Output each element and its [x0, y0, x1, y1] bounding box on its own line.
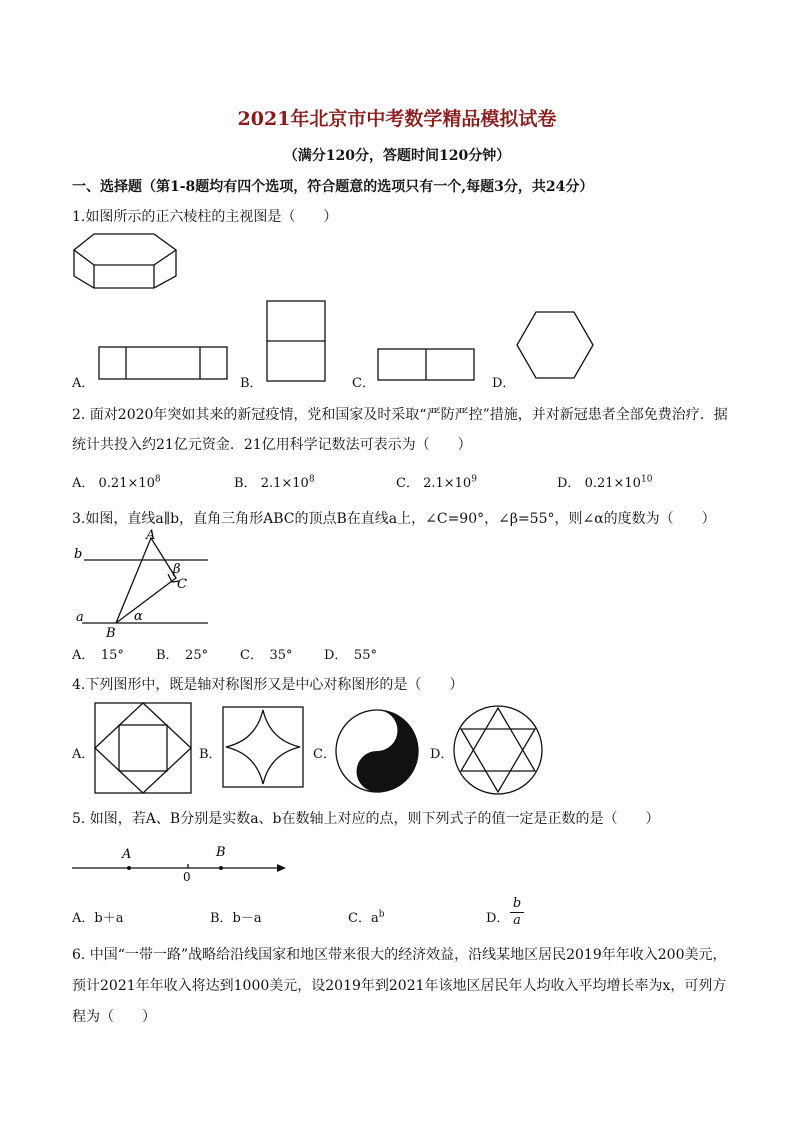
q4-option-b-label[interactable]: B． — [199, 747, 222, 762]
q2-option-b[interactable] — [234, 472, 315, 491]
section-heading: 一、选择题（第1-8题均有四个选项，符合题意的选项只有一个,每题3分，共24分） — [72, 179, 594, 195]
q4-option-a-label[interactable]: A． — [72, 747, 95, 762]
page-subtitle: （满分120分，答题时间120分钟） — [283, 148, 511, 164]
hexagonal-prism-figure — [72, 232, 182, 292]
q2-option-a-base: 0.21×10 — [98, 476, 155, 491]
q2-option-d-exp: 10 — [640, 474, 653, 485]
question-2-line-1: 2. 面对2020年突如其来的新冠疫情，党和国家及时采取“严防严控”措施，并对新冠患者全部免费治疗．据 — [72, 407, 728, 423]
q4-option-c-label[interactable]: C． — [313, 747, 336, 762]
q2-option-c[interactable] — [396, 472, 477, 491]
q3-label-B: B — [106, 626, 116, 641]
question-4-text: 4.下列图形中，既是轴对称图形又是中心对称图形的是（ ） — [72, 677, 464, 693]
q2-option-b-exp: 8 — [308, 474, 315, 485]
q3-label-beta: β — [173, 562, 181, 577]
q5-fraction-denominator: a — [513, 913, 521, 928]
q3-option-c[interactable]: C． 35° — [240, 648, 293, 663]
question-1-text: 1.如图所示的正六棱柱的主视图是（ ） — [72, 209, 338, 225]
q1-option-b-label[interactable]: B． — [240, 376, 263, 391]
question-6-line-1: 6. 中国“一带一路”战略给沿线国家和地区带来很大的经济效益，沿线某地区居民2019年年收入200美元， — [72, 947, 727, 963]
q2-option-a-exp: 8 — [154, 474, 161, 485]
q5-label-B: B — [216, 845, 226, 860]
q3-label-b: b — [74, 547, 83, 562]
q3-triangle-figure — [72, 526, 222, 641]
q1-option-b-figure[interactable] — [266, 300, 328, 382]
q5-option-a[interactable]: A．b＋a — [72, 911, 124, 926]
question-5-text: 5. 如图，若A、B分别是实数a、b在数轴上对应的点，则下列式子的值一定是正数的是（ ） — [72, 811, 660, 827]
question-3-text: 3.如图，直线a∥b，直角三角形ABC的顶点B在直线a上，∠C=90°，∠β=55°，则∠α的度数为（ ） — [72, 511, 716, 527]
q4-option-d-figure[interactable] — [452, 704, 544, 796]
q5-option-c-exp: b — [378, 909, 385, 920]
q5-option-b[interactable]: B．b－a — [210, 911, 262, 926]
q5-option-d-fraction[interactable] — [510, 897, 524, 928]
q4-option-c-figure[interactable] — [334, 708, 420, 794]
q3-option-d[interactable]: D． 55° — [324, 648, 377, 663]
q1-option-d-label[interactable]: D． — [492, 376, 516, 391]
q4-option-a-figure[interactable] — [94, 702, 194, 796]
q2-option-d[interactable] — [557, 472, 652, 491]
question-6-line-2: 预计2021年年收入将达到1000美元，设2019年到2021年该地区居民年人均收入平均增长率为x，可列方 — [72, 978, 727, 994]
q1-option-c-figure[interactable] — [377, 348, 477, 382]
q3-label-A: A — [146, 528, 156, 543]
q3-option-b[interactable]: B． 25° — [156, 648, 209, 663]
q2-option-d-label: D． — [557, 476, 581, 491]
q4-option-d-label[interactable]: D． — [430, 747, 454, 762]
q3-label-C: C — [177, 577, 187, 592]
question-6-line-3: 程为（ ） — [72, 1009, 156, 1025]
q5-option-d-label[interactable]: D． — [486, 911, 510, 926]
q2-option-b-label: B． — [234, 476, 257, 491]
q2-option-a-label: A． — [72, 476, 95, 491]
q2-option-a[interactable] — [72, 472, 161, 491]
q3-label-a: a — [76, 610, 84, 625]
q5-label-A: A — [122, 847, 132, 862]
q4-option-b-figure[interactable] — [222, 706, 306, 790]
q5-number-line — [70, 842, 300, 882]
q2-option-b-base: 2.1×10 — [260, 476, 309, 491]
page-title: 2021年北京市中考数学精品模拟试卷 — [237, 108, 557, 130]
q2-option-d-base: 0.21×10 — [584, 476, 641, 491]
q5-fraction-numerator: b — [512, 896, 522, 911]
q3-label-alpha: α — [134, 609, 143, 624]
q1-option-a-label[interactable]: A． — [72, 376, 95, 391]
q1-option-d-figure[interactable] — [516, 310, 596, 382]
q2-option-c-exp: 9 — [471, 474, 477, 485]
q5-option-c[interactable] — [348, 907, 384, 926]
question-2-line-2: 统计共投入约21亿元资金．21亿用科学记数法可表示为（ ） — [72, 437, 472, 453]
q5-label-zero: 0 — [183, 870, 191, 884]
q1-option-c-label[interactable]: C． — [352, 376, 375, 391]
q2-option-c-base: 2.1×10 — [423, 476, 472, 491]
q3-option-a[interactable]: A． 15° — [72, 648, 124, 663]
q2-option-c-label: C． — [396, 476, 419, 491]
q5-option-c-label: C．a — [348, 911, 379, 926]
q1-option-a-figure[interactable] — [98, 346, 230, 382]
